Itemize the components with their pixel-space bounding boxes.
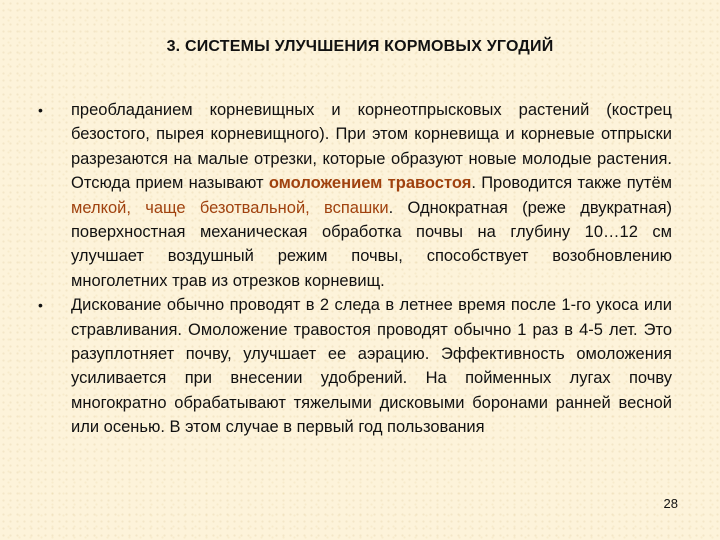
bullet-text: Дискование обычно проводят в 2 следа в летнее время после 1-го укоса или стравливания. Омоложение травостоя проводят обычно 1 раз в 4-5 лет. Это разуплотняет почву, улучшает ее аэрацию. Эффективность омоложения усиливается при внесении удобрений. На пойменных лугах почву многократно обрабатывают тяжелыми дисковыми боронами ранней весной или осенью. В этом случае в первый год пользования xyxy=(71,296,672,437)
bullet-marker: • xyxy=(38,102,43,118)
highlighted-term: мелкой, чаще безотвальной, вспашки xyxy=(71,198,389,217)
bullet-text: преобладанием корневищных и корнеотпрысковых растений (кострец безостого, пырея корневищного). При этом корневища и корневые отпрыски разрезаются на малые отрезки, которые образуют новые молодые растения. Отсюда прием называют xyxy=(71,101,672,193)
bullet-list xyxy=(38,98,672,440)
slide-title: 3. СИСТЕМЫ УЛУЧШЕНИЯ КОРМОВЫХ УГОДИЙ xyxy=(166,38,554,55)
bullet-text: . Однократная (реже двукратная) поверхностная механическая обработка почвы на глубину 10…12 см улучшает воздушный режим почвы, способствует возобновлению многолетних трав из отрезков корневищ. xyxy=(71,198,673,290)
list-item xyxy=(38,98,672,293)
highlighted-term: омоложением травостоя xyxy=(268,174,472,193)
bullet-text: . Проводится также путём xyxy=(471,174,672,193)
bullet-marker: • xyxy=(38,297,43,314)
list-item xyxy=(38,293,672,439)
page-number: 28 xyxy=(663,496,678,511)
